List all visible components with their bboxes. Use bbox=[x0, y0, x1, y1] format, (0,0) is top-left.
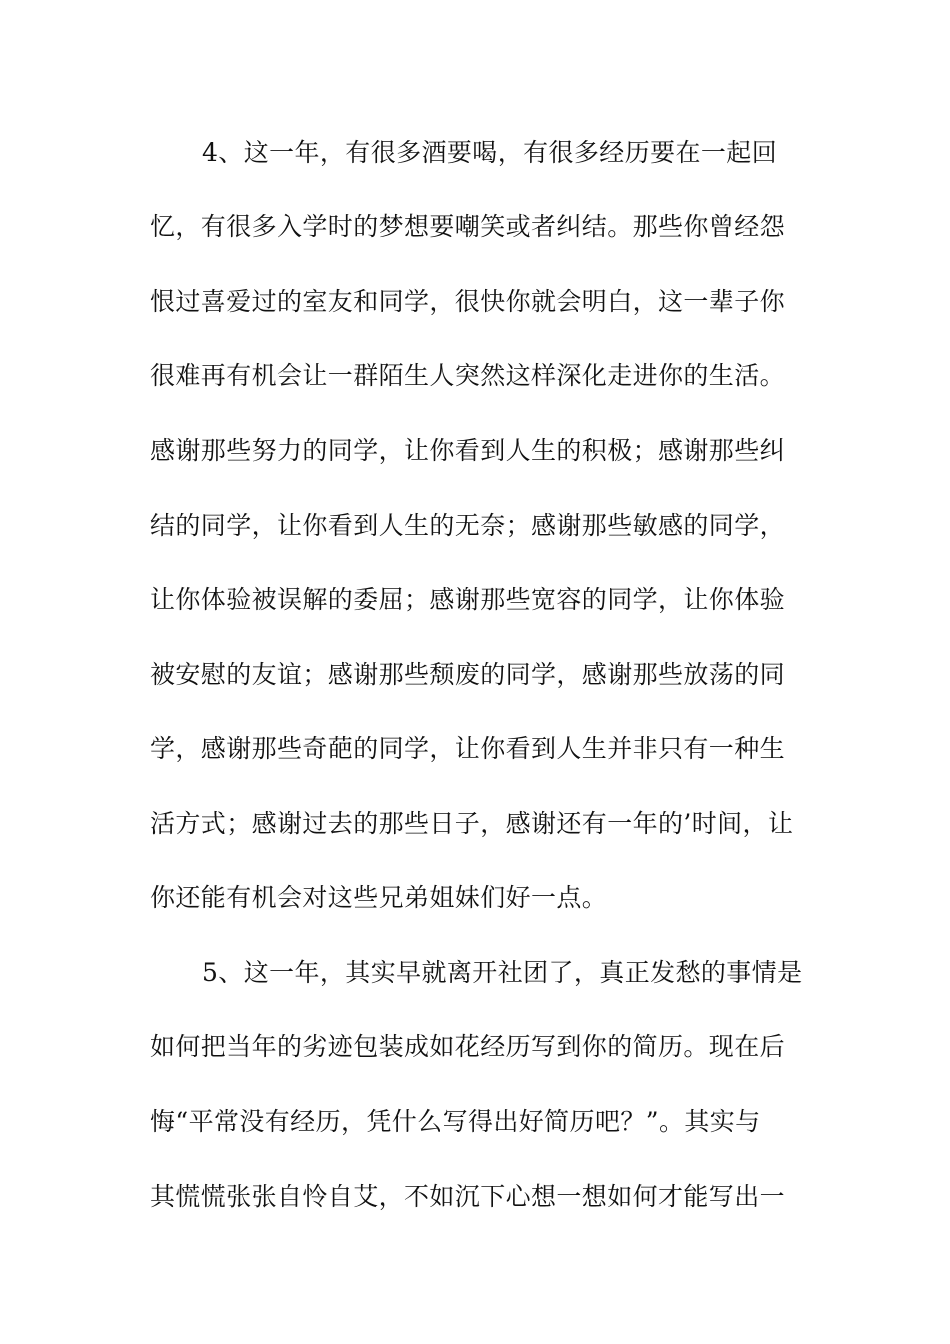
paragraph-4-line-11: 你还能有机会对这些兄弟姐妹们好一点。 bbox=[150, 883, 608, 912]
paragraph-4-line-2: 忆，有很多入学时的梦想要嘲笑或者纠结。那些你曾经怨 bbox=[150, 212, 786, 241]
paragraph-4-line-6: 结的同学，让你看到人生的无奈；感谢那些敏感的同学， bbox=[150, 511, 786, 540]
paragraph-4-line-9: 学，感谢那些奇葩的同学，让你看到人生并非只有一种生 bbox=[150, 734, 786, 763]
paragraph-4-line-4: 很难再有机会让一群陌生人突然这样深化走进你的生活。 bbox=[150, 361, 786, 390]
paragraph-4-line-5: 感谢那些努力的同学，让你看到人生的积极；感谢那些纠 bbox=[150, 436, 786, 465]
paragraph-4-line-1: 4、这一年，有很多酒要喝，有很多经历要在一起回 bbox=[202, 138, 778, 167]
paragraph-5-line-4: 其慌慌张张自怜自艾，不如沉下心想一想如何才能写出一 bbox=[150, 1182, 786, 1211]
paragraph-4-line-7: 让你体验被误解的委屈；感谢那些宽容的同学，让你体验 bbox=[150, 585, 786, 614]
paragraph-5-line-1: 5、这一年，其实早就离开社团了，真正发愁的事情是 bbox=[202, 958, 803, 987]
paragraph-4-line-10: 活方式；感谢过去的那些日子，感谢还有一年的’时间，让 bbox=[150, 809, 794, 838]
paragraph-4-line-3: 恨过喜爱过的室友和同学，很快你就会明白，这一辈子你 bbox=[150, 287, 786, 316]
paragraph-5-line-2: 如何把当年的劣迹包装成如花经历写到你的简历。现在后 bbox=[150, 1032, 786, 1061]
paragraph-4-line-8: 被安慰的友谊；感谢那些颓废的同学，感谢那些放荡的同 bbox=[150, 660, 786, 689]
paragraph-5-line-3: 悔“平常没有经历，凭什么写得出好简历吧？”。其实与 bbox=[150, 1107, 761, 1136]
